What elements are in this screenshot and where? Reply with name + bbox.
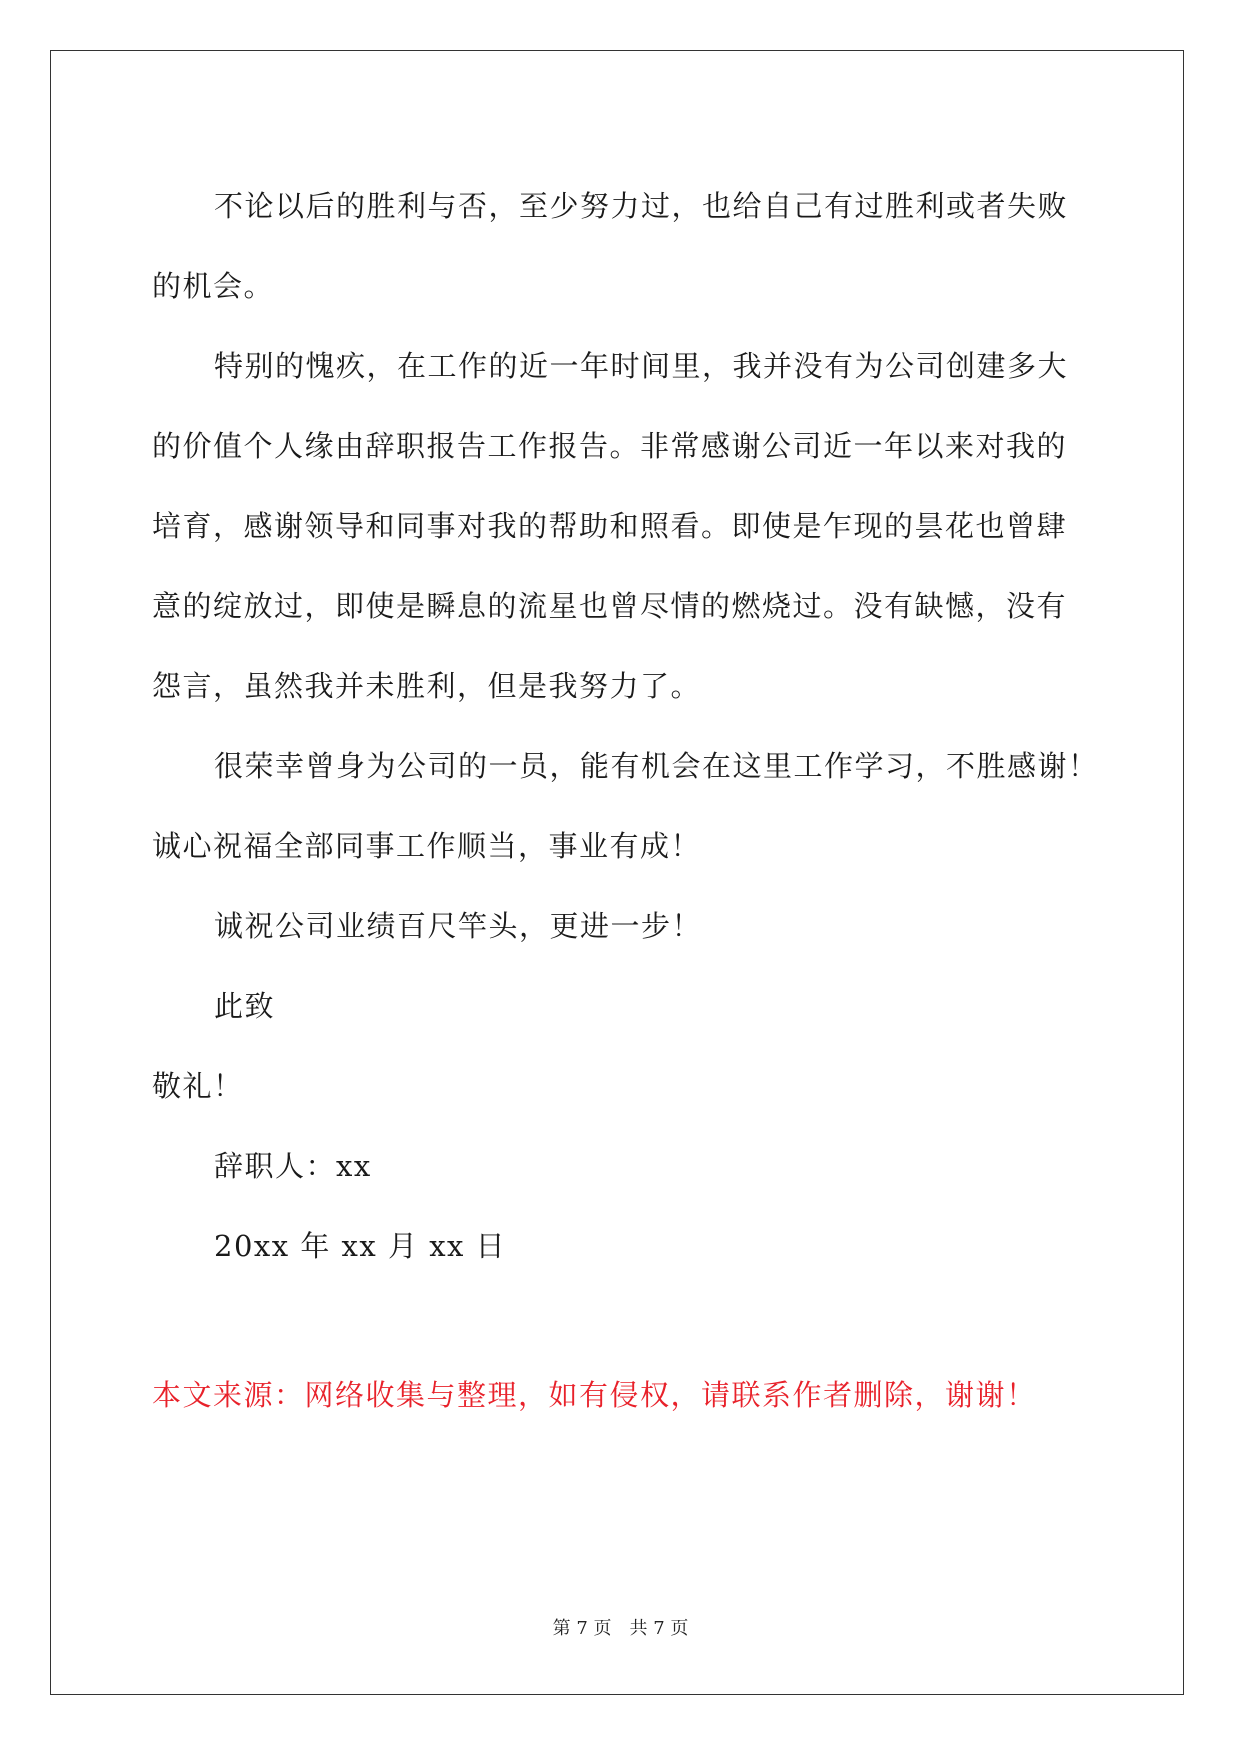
paragraph-line: 怨言，虽然我并未胜利，但是我努力了。 — [152, 669, 702, 703]
paragraph-line: 的价值个人缘由辞职报告工作报告。非常感谢公司近一年以来对我的 — [152, 429, 1068, 463]
closing-regards: 敬礼！ — [152, 1069, 244, 1103]
signature-line: 辞职人：xx — [214, 1149, 372, 1183]
paragraph-line: 培育，感谢领导和同事对我的帮助和照看。即使是乍现的昙花也曾肆 — [152, 509, 1068, 543]
paragraph-line: 很荣幸曾身为公司的一员，能有机会在这里工作学习，不胜感谢！ — [214, 749, 1099, 783]
paragraph-line: 诚祝公司业绩百尺竿头，更进一步！ — [214, 909, 703, 943]
source-note: 本文来源：网络收集与整理，如有侵权，请联系作者删除，谢谢！ — [152, 1378, 1037, 1412]
document-body — [152, 166, 1099, 1286]
date-line: 20xx 年 xx 月 xx 日 — [214, 1229, 507, 1263]
paragraph-line: 意的绽放过，即使是瞬息的流星也曾尽情的燃烧过。没有缺憾，没有 — [152, 589, 1068, 623]
paragraph-line: 不论以后的胜利与否，至少努力过，也给自己有过胜利或者失败 — [214, 189, 1069, 223]
paragraph-line: 特别的愧疚，在工作的近一年时间里，我并没有为公司创建多大 — [214, 349, 1069, 383]
paragraph-line: 的机会。 — [152, 269, 275, 303]
closing-salutation: 此致 — [214, 989, 276, 1023]
paragraph-line: 诚心祝福全部同事工作顺当，事业有成！ — [152, 829, 702, 863]
page-number: 第 7 页 共 7 页 — [552, 1618, 689, 1639]
